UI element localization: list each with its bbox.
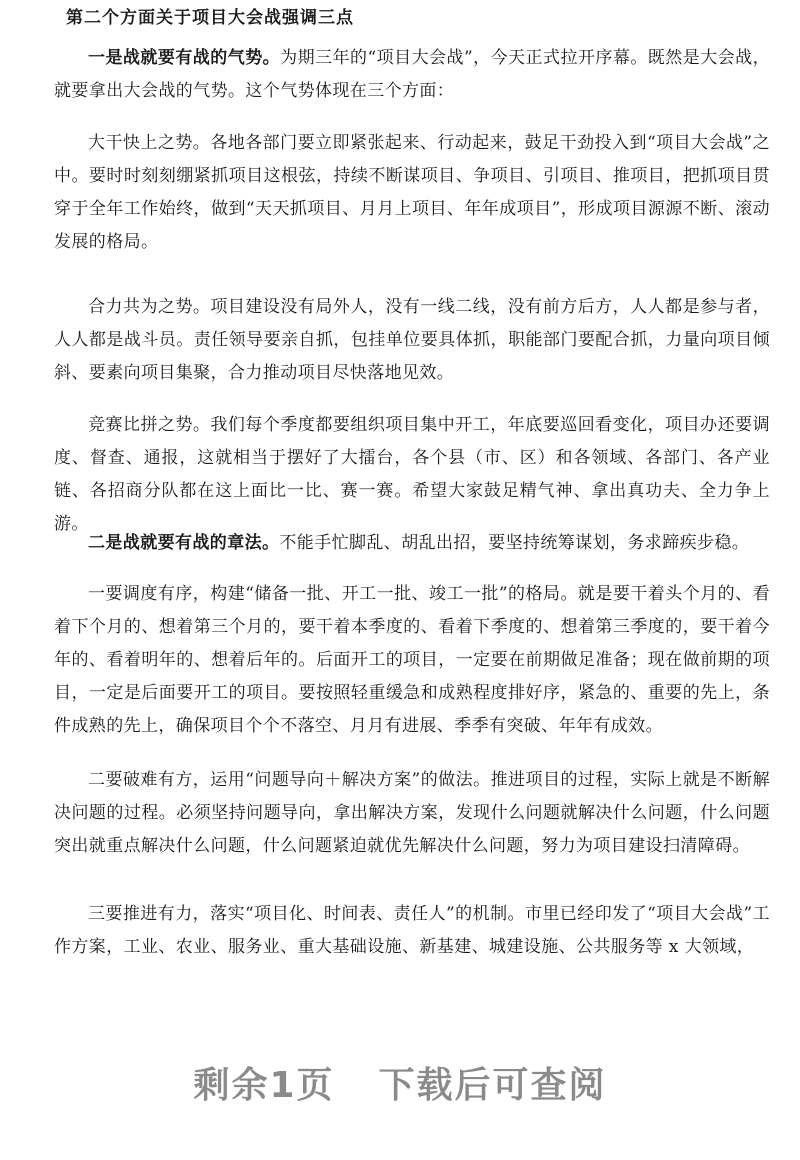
paragraph-text: 合力共为之势。项目建设没有局外人，没有一线二线，没有前方后方，人人都是参与者，人人都是战斗员。责任领导要亲自抓，包挂单位要具体抓，职能部门要配合抓，力量向项目倾斜、要素向项目集聚，合力推动项目尽快落地见效。 — [54, 297, 770, 383]
paragraph-text: 竞赛比拼之势。我们每个季度都要组织项目集中开工，年底要巡回看变化，项目办还要调度、督查、通报，这就相当于摆好了大擂台，各个县（市、区）和各领域、各部门、各产业链、各招商分队都在这上面比一比、赛一赛。希望大家鼓足精气神、拿出真功夫、全力争上游。 — [54, 415, 770, 534]
paragraph-text: 三要推进有力，落实“项目化、时间表、责任人”的机制。市里已经印发了“项目大会战”工作方案，工业、农业、服务业、重大基础设施、新基建、城建设施、公共服务等 x 大领域， — [54, 904, 770, 957]
paragraph — [54, 42, 770, 108]
paragraph — [54, 764, 770, 863]
download-to-view-text: 下载后可查阅 — [378, 1065, 607, 1106]
paragraph — [54, 578, 770, 743]
paragraph-text: 二要破难有方，运用“问题导向＋解决方案”的做法。推进项目的过程，实际上就是不断解决问题的过程。必须坚持问题导向，拿出解决方案，发现什么问题就解决什么问题，什么问题突出就重点解决什么问题，什么问题紧迫就优先解决什么问题，努力为项目建设扫清障碍。 — [54, 770, 770, 856]
section-heading: 第二个方面关于项目大会战强调三点 — [66, 8, 354, 28]
download-banner[interactable] — [0, 1057, 800, 1108]
paragraph — [54, 409, 770, 541]
remaining-pages-text: 剩余1页 — [193, 1065, 335, 1106]
paragraph — [54, 127, 770, 259]
paragraph-text: 为期三年的“项目大会战”，今天正式拉开序幕。既然是大会战，就要拿出大会战的气势。这个气势体现在三个方面： — [54, 48, 770, 101]
paragraph-lead: 二是战就要有战的章法。 — [88, 533, 280, 553]
paragraph — [54, 898, 770, 964]
paragraph — [54, 527, 770, 560]
paragraph-lead: 一是战就要有战的气势。 — [88, 48, 281, 68]
paragraph-text: 大干快上之势。各地各部门要立即紧张起来、行动起来，鼓足干劲投入到“项目大会战”之中。要时时刻刻绷紧抓项目这根弦，持续不断谋项目、争项目、引项目、推项目，把抓项目贯穿于全年工作始终，做到“天天抓项目、月月上项目、年年成项目”，形成项目源源不断、滚动发展的格局。 — [54, 133, 770, 252]
paragraph-text: 一要调度有序，构建“储备一批、开工一批、竣工一批”的格局。就是要干着头个月的、看着下个月的、想着第三个月的，要干着本季度的、看着下季度的、想着第三季度的，要干着今年的、看着明年的、想着后年的。后面开工的项目，一定要在前期做足准备；现在做前期的项目，一定是后面要开工的项目。要按照轻重缓急和成熟程度排好序，紧急的、重要的先上，条件成熟的先上，确保项目个个不落空、月月有进展、季季有突破、年年有成效。 — [54, 584, 770, 736]
paragraph — [54, 291, 770, 390]
paragraph-text: 不能手忙脚乱、胡乱出招，要坚持统筹谋划，务求蹄疾步稳。 — [279, 533, 750, 553]
